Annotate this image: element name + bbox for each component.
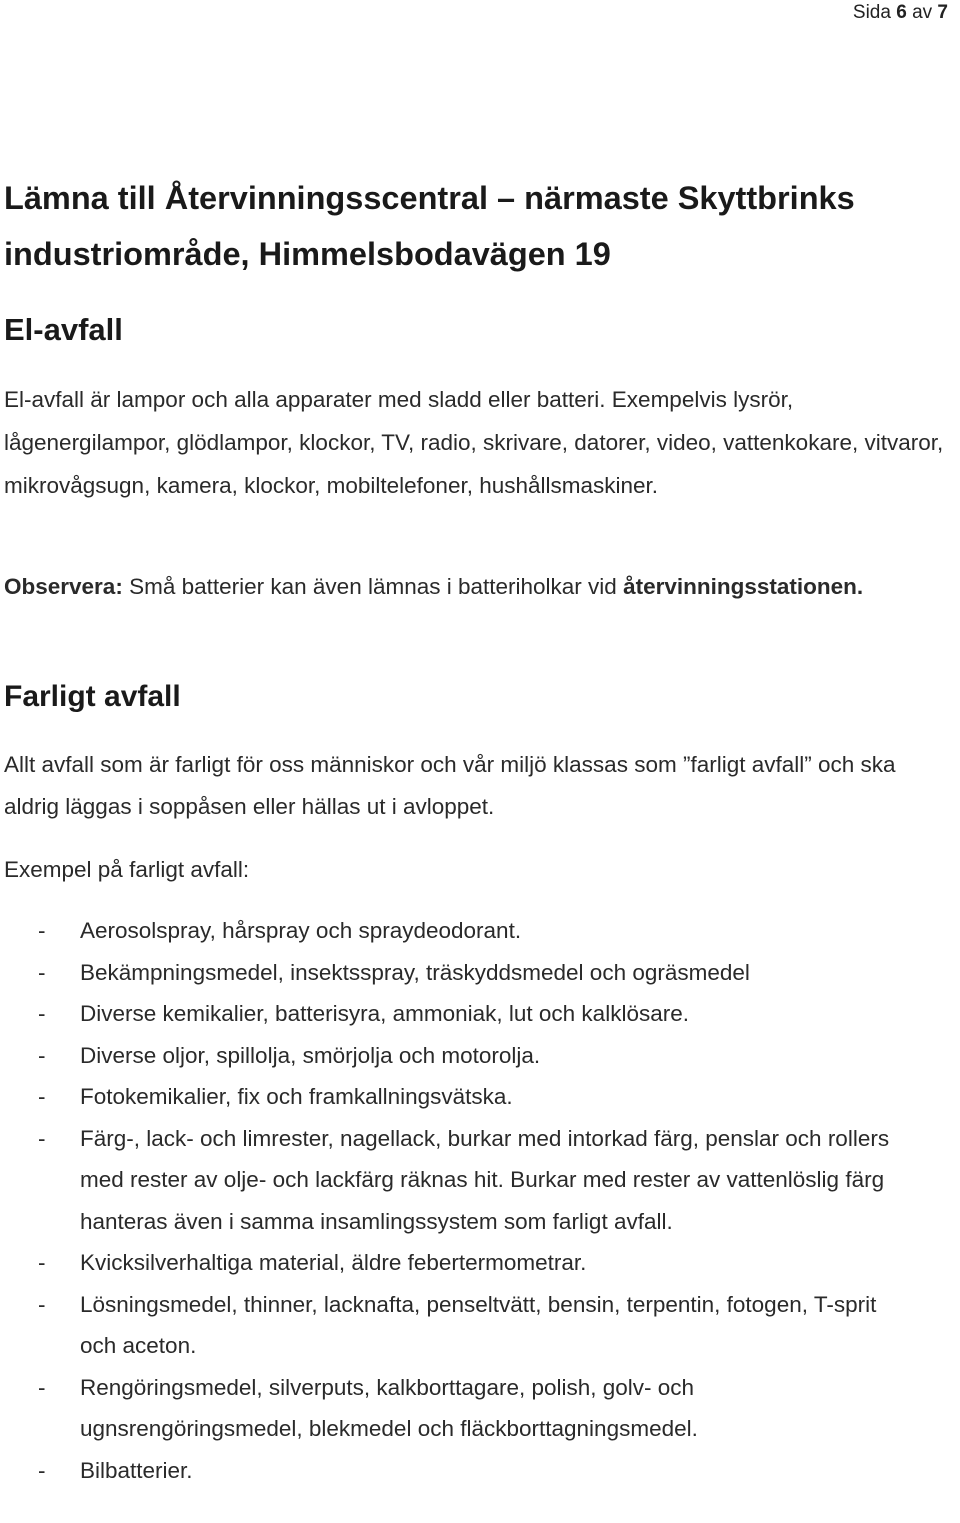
list-item-text: Diverse oljor, spillolja, smörjolja och motorolja.	[80, 1042, 541, 1068]
hazardous-waste-list	[4, 910, 904, 1491]
list-dash: -	[38, 1250, 46, 1275]
list-dash: -	[38, 1457, 46, 1483]
list-dash: -	[38, 1125, 46, 1151]
list-item-text: Bilbatterier.	[80, 1457, 193, 1483]
list-dash: -	[38, 1374, 46, 1400]
examples-label: Exempel på farligt avfall:	[4, 857, 250, 882]
list-item-text: Fotokemikalier, fix och framkallningsvätska.	[80, 1084, 513, 1109]
list-item-text: Aerosolspray, hårspray och spraydeodorant.	[80, 918, 522, 943]
list-item	[4, 1242, 904, 1284]
page-number-current: 6	[896, 2, 907, 23]
farligt-paragraph: Allt avfall som är farligt för oss människor och vår miljö klassas som ”farligt avfall” och ska aldrig läggas i soppåsen eller hällas ut i avloppet.	[4, 752, 896, 819]
page-number-mid: av	[906, 2, 938, 23]
page-number-total: 7	[937, 2, 948, 23]
list-item-text: Kvicksilverhaltiga material, äldre febertermometrar.	[80, 1250, 587, 1275]
list-dash: -	[38, 1001, 46, 1026]
list-dash: -	[38, 1042, 46, 1068]
list-dash: -	[38, 959, 46, 985]
list-item	[4, 1035, 904, 1077]
list-item	[4, 1118, 904, 1243]
list-item	[4, 1284, 904, 1367]
observera-label: Observera:	[4, 574, 123, 599]
observera-note	[4, 566, 956, 607]
list-item-text: Rengöringsmedel, silverputs, kalkborttagare, polish, golv- och ugnsrengöringsmedel, blekmedel och fläckborttagningsmedel.	[80, 1374, 698, 1441]
list-item	[4, 993, 904, 1035]
observera-end: återvinningsstationen.	[623, 574, 864, 599]
list-item	[4, 1076, 904, 1118]
elavfall-paragraph: El-avfall är lampor och alla apparater med sladd eller batteri. Exempelvis lysrör, lågenergilampor, glödlampor, klockor, TV, radio, skrivare, datorer, video, vattenkokare, vitvaror, mikrovågsugn, kamera, klockor, mobiltelefoner, hushållsmaskiner.	[4, 387, 944, 498]
list-item-text: Bekämpningsmedel, insektsspray, träskyddsmedel och ogräsmedel	[80, 959, 750, 985]
page-title: Lämna till Återvinningsscentral – närmaste Skyttbrinks industriområde, Himmelsbodavägen 19	[4, 180, 855, 272]
list-item	[4, 1450, 904, 1492]
list-item-text: Diverse kemikalier, batterisyra, ammoniak, lut och kalklösare.	[80, 1001, 689, 1026]
list-item	[4, 1367, 904, 1450]
list-item	[4, 910, 904, 952]
list-item-text: Färg-, lack- och limrester, nagellack, burkar med intorkad färg, penslar och rollers med rester av olje- och lackfärg räknas hit. Burkar med rester av vattenlöslig färg hanteras även i samma insamlingssystem som farligt avfall.	[80, 1125, 890, 1234]
list-dash: -	[38, 1084, 46, 1109]
list-dash: -	[38, 918, 46, 943]
list-dash: -	[38, 1291, 46, 1317]
list-item-text: Lösningsmedel, thinner, lacknafta, penseltvätt, bensin, terpentin, fotogen, T-sprit och aceton.	[80, 1291, 877, 1358]
elavfall-heading: El-avfall	[4, 312, 123, 347]
page-number	[853, 2, 948, 24]
observera-text: Små batterier kan även lämnas i batteriholkar vid	[122, 574, 624, 599]
farligt-heading: Farligt avfall	[4, 680, 181, 713]
page-number-prefix: Sida	[852, 2, 897, 23]
list-item	[4, 952, 904, 994]
